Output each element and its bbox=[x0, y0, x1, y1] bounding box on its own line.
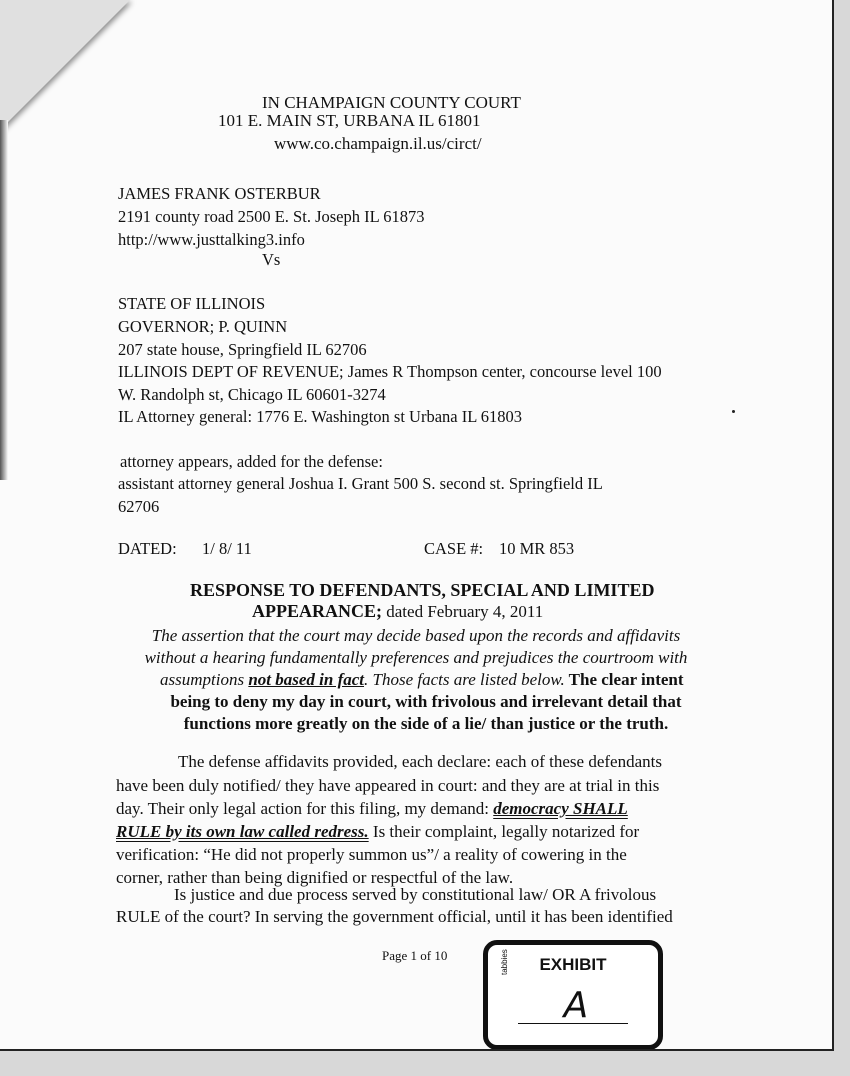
defendant-state: STATE OF ILLINOIS bbox=[118, 294, 266, 313]
sticker-brand: tabbies bbox=[500, 949, 509, 975]
plaintiff-url[interactable]: http://www.justtalking3.info bbox=[118, 230, 305, 249]
para1-line-4 bbox=[116, 822, 639, 842]
para1-democracy-shall: democracy SHALL bbox=[493, 799, 628, 818]
case-number: 10 MR 853 bbox=[499, 539, 575, 558]
para1-demand: day. Their only legal action for this filing, my demand: bbox=[116, 799, 494, 818]
intro-line-5: functions more greatly on the side of a lie/ than justice or the truth. bbox=[183, 714, 669, 733]
intro-facts-listed: . Those facts are listed below. bbox=[364, 670, 565, 689]
intro-not-based-in-fact: not based in fact bbox=[248, 670, 365, 689]
intro-line-4: being to deny my day in court, with frivolous and irrelevant detail that bbox=[170, 692, 682, 711]
response-subtitle bbox=[252, 601, 543, 622]
versus: Vs bbox=[262, 250, 281, 269]
para1-line-3 bbox=[116, 799, 628, 819]
court-url[interactable]: www.co.champaign.il.us/circt/ bbox=[274, 134, 482, 153]
para1-line-6: corner, rather than being dignified or respectful of the law. bbox=[116, 868, 514, 887]
intro-line-3 bbox=[160, 670, 684, 690]
intro-line-1: The assertion that the court may decide based upon the records and affidavits bbox=[151, 626, 681, 645]
appearance-label: APPEARANCE; bbox=[252, 601, 382, 621]
scan-shadow bbox=[0, 120, 8, 480]
defendant-revenue-address: W. Randolph st, Chicago IL 60601-3274 bbox=[118, 385, 386, 404]
para2-line-1: Is justice and due process served by constitutional law/ OR A frivolous bbox=[174, 885, 657, 904]
intro-clear-intent: The clear intent bbox=[564, 670, 684, 689]
exhibit-letter: A bbox=[563, 985, 589, 1026]
defendant-attorney-general: IL Attorney general: 1776 E. Washington st Urbana IL 61803 bbox=[118, 407, 523, 426]
response-title: RESPONSE TO DEFENDANTS, SPECIAL AND LIMITED bbox=[190, 580, 655, 600]
response-date: dated February 4, 2011 bbox=[382, 602, 544, 621]
assistant-attorney-zip: 62706 bbox=[118, 497, 160, 516]
defendant-address: 207 state house, Springfield IL 62706 bbox=[118, 340, 367, 359]
case-label: CASE #: bbox=[424, 539, 484, 558]
defendant-revenue: ILLINOIS DEPT OF REVENUE; James R Thompson center, concourse level 100 bbox=[118, 362, 662, 381]
defendant-governor: GOVERNOR; P. QUINN bbox=[118, 317, 288, 336]
exhibit-underline bbox=[518, 1023, 628, 1024]
para1-complaint: Is their complaint, legally notarized for bbox=[368, 822, 640, 841]
exhibit-label: EXHIBIT bbox=[539, 955, 607, 974]
attorney-appears: attorney appears, added for the defense: bbox=[120, 452, 383, 471]
dated-label: DATED: bbox=[118, 539, 177, 558]
stray-mark bbox=[732, 410, 735, 413]
para1-line-1: The defense affidavits provided, each declare: each of these defendants bbox=[178, 752, 662, 771]
assistant-attorney: assistant attorney general Joshua I. Grant 500 S. second st. Springfield IL bbox=[118, 474, 603, 493]
court-name: IN CHAMPAIGN COUNTY COURT bbox=[262, 93, 521, 112]
intro-line-2: without a hearing fundamentally preferences and prejudices the courtroom with bbox=[144, 648, 688, 667]
exhibit-sticker bbox=[483, 940, 663, 1050]
para1-line-5: verification: “He did not properly summon us”/ a reality of cowering in the bbox=[116, 845, 627, 864]
para1-rule-by-law: RULE by its own law called redress. bbox=[116, 822, 369, 841]
page-number: Page 1 of 10 bbox=[382, 948, 448, 963]
para1-line-2: have been duly notified/ they have appeared in court: and they are at trial in this bbox=[116, 776, 660, 795]
dated-value: 1/ 8/ 11 bbox=[202, 539, 252, 558]
plaintiff-address: 2191 county road 2500 E. St. Joseph IL 61873 bbox=[118, 207, 425, 226]
intro-assumptions: assumptions bbox=[160, 670, 249, 689]
page-curl bbox=[0, 0, 130, 130]
para2-line-2: RULE of the court? In serving the government official, until it has been identified bbox=[116, 907, 673, 926]
court-address: 101 E. MAIN ST, URBANA IL 61801 bbox=[218, 111, 481, 130]
plaintiff-name: JAMES FRANK OSTERBUR bbox=[118, 184, 321, 203]
